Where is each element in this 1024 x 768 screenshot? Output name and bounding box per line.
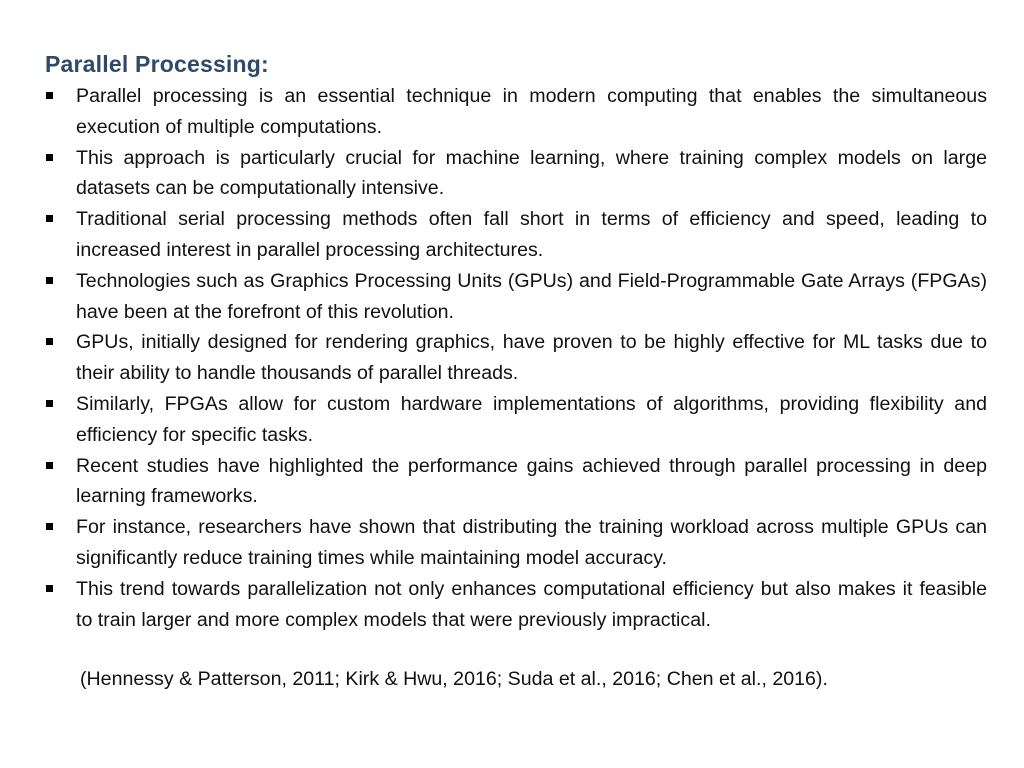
square-bullet-icon [46, 523, 53, 530]
slide-title: Parallel Processing: [45, 51, 269, 77]
square-bullet-icon [46, 400, 53, 407]
bullet-text: GPUs, initially designed for rendering graphics, have proven to be highly effective for ML tasks due to their ability to handle thousands of parallel threads. [76, 331, 987, 385]
bullet-item [45, 451, 987, 513]
bullet-text: For instance, researchers have shown that distributing the training workload across multiple GPUs can significantly reduce training times while maintaining model accuracy. [76, 516, 987, 569]
square-bullet-icon [46, 154, 53, 161]
square-bullet-icon [46, 338, 53, 345]
square-bullet-icon [46, 277, 53, 284]
bullet-item [45, 266, 987, 328]
bullet-text: Recent studies have highlighted the performance gains achieved through parallel processing in deep learning frameworks. [76, 454, 987, 508]
square-bullet-icon [46, 585, 53, 592]
square-bullet-icon [46, 215, 53, 222]
bullet-text: Similarly, FPGAs allow for custom hardware implementations of algorithms, providing flexibility and efficiency for specific tasks. [76, 392, 987, 446]
bullet-item [45, 389, 987, 451]
bullet-text: This approach is particularly crucial for machine learning, where training complex models on large datasets can be computationally intensive. [76, 146, 987, 200]
bullet-item [45, 204, 987, 266]
bullet-item [45, 81, 987, 143]
bullet-item [45, 574, 987, 636]
bullet-text: This trend towards parallelization not only enhances computational efficiency but also makes it feasible to train larger and more complex models that were previously impractical. [76, 577, 987, 631]
bullet-item [45, 512, 987, 574]
square-bullet-icon [46, 92, 53, 99]
square-bullet-icon [46, 462, 53, 469]
bullet-text: Traditional serial processing methods often fall short in terms of efficiency and speed, leading to increased interest in parallel processing architectures. [76, 208, 987, 261]
bullet-item [45, 327, 987, 389]
citation-text: (Hennessy & Patterson, 2011; Kirk & Hwu, 2016; Suda et al., 2016; Chen et al., 2016). [80, 668, 828, 690]
bullet-text: Parallel processing is an essential technique in modern computing that enables the simultaneous execution of multiple computations. [76, 85, 987, 138]
bullet-text: Technologies such as Graphics Processing Units (GPUs) and Field-Programmable Gate Arrays (FPGAs) have been at the forefront of this revolution. [76, 269, 987, 323]
bullet-list [45, 81, 987, 635]
bullet-item [45, 143, 987, 205]
